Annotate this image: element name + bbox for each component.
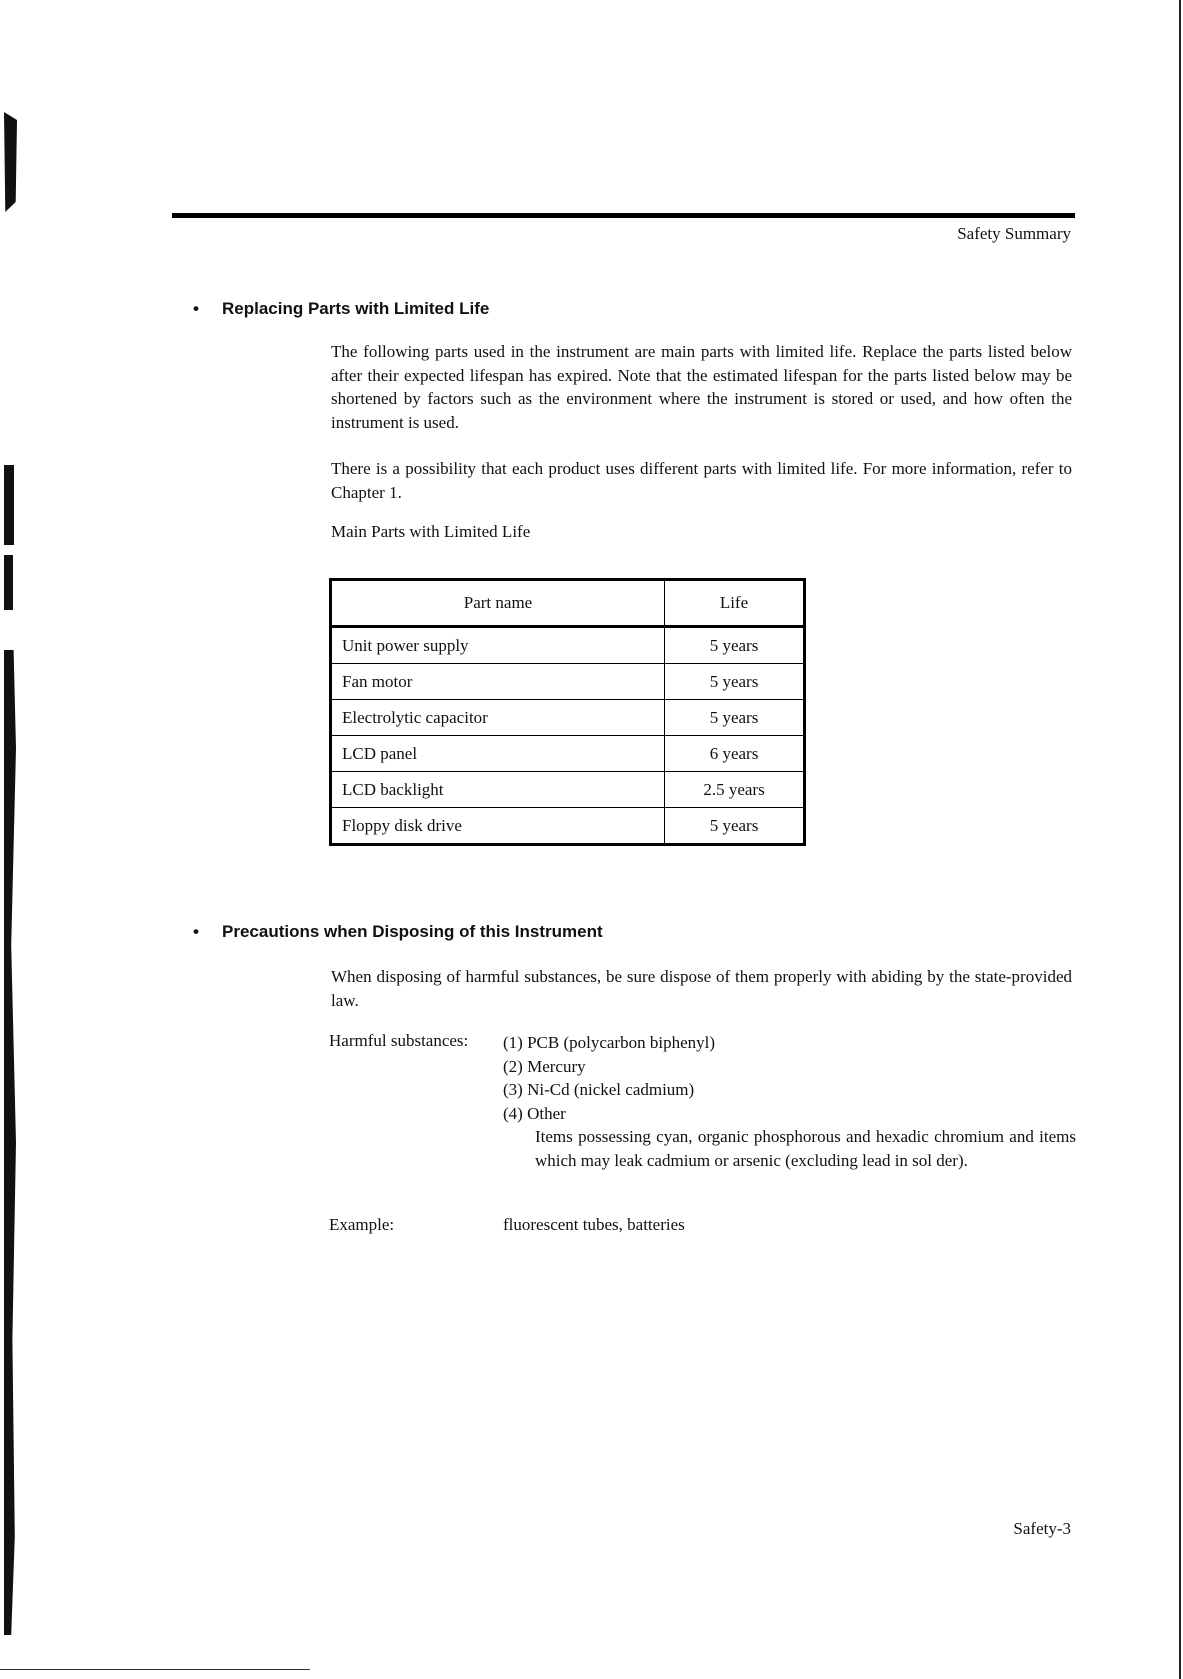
- section-title: Precautions when Disposing of this Instrument: [222, 922, 603, 941]
- scan-edge-mark: [4, 555, 13, 610]
- scan-edge-mark: [4, 650, 16, 1635]
- harmful-substances-label: Harmful substances:: [329, 1031, 469, 1050]
- scan-bottom-edge: [0, 1669, 310, 1670]
- life-cell: 5 years: [665, 700, 805, 736]
- intro-paragraph: The following parts used in the instrument are main parts with limited life. Replace the parts listed below after their expected lifespan has expired. Note that the estimated lifespan for the parts listed below may be shortened by factors such as the environment where the instrument is stored or used, and how often the instrument is used.: [331, 342, 1072, 432]
- bullet: •: [193, 299, 199, 318]
- table-row: [331, 772, 805, 808]
- scan-edge-mark: [4, 465, 14, 545]
- list-item: (4) Other: [503, 1103, 566, 1123]
- scan-edge-mark: [4, 112, 17, 212]
- list-item: (2) Mercury: [503, 1056, 586, 1076]
- table-caption: Main Parts with Limited Life: [331, 522, 531, 541]
- list-item: (3) Ni-Cd (nickel cadmium): [503, 1080, 695, 1099]
- section-heading-disposal: [193, 922, 603, 942]
- life-cell: 5 years: [665, 664, 805, 700]
- part-name-cell: LCD backlight: [331, 772, 665, 808]
- table-row: [331, 700, 805, 736]
- part-name-cell: Electrolytic capacitor: [331, 700, 665, 736]
- example-value: fluorescent tubes, batteries: [503, 1215, 685, 1234]
- running-header: Safety Summary: [957, 224, 1071, 243]
- table-row: [331, 627, 805, 664]
- example-label: Example:: [329, 1215, 395, 1234]
- part-name-cell: LCD panel: [331, 736, 665, 772]
- section-title: Replacing Parts with Limited Life: [222, 299, 490, 318]
- section-heading-replacing-parts: [193, 299, 489, 319]
- part-name-cell: Unit power supply: [331, 627, 665, 664]
- bullet: •: [193, 922, 199, 941]
- scan-right-edge: [1179, 0, 1181, 1679]
- part-name-cell: Floppy disk drive: [331, 808, 665, 845]
- list-item: (1) PCB (polycarbon biphenyl): [503, 1033, 715, 1052]
- header-rule: [172, 213, 1075, 218]
- life-cell: 2.5 years: [665, 772, 805, 808]
- more-info-paragraph: There is a possibility that each product uses different parts with limited life. For more information, refer to Chapter 1.: [331, 459, 1072, 502]
- disposal-paragraph: When disposing of harmful substances, be sure dispose of them properly with abiding by the state-provided law.: [331, 967, 1072, 1010]
- table-row: [331, 664, 805, 700]
- table-row: [331, 808, 805, 845]
- table-header-row: [331, 580, 805, 627]
- limited-life-parts-table: [329, 578, 806, 846]
- life-cell: 5 years: [665, 808, 805, 845]
- other-substances-note: Items possessing cyan, organic phosphorous and hexadic chromium and items which may leak cadmium or arsenic (excluding lead in sol der).: [535, 1127, 1076, 1170]
- harmful-substances-list: [503, 1031, 1076, 1172]
- life-cell: 5 years: [665, 627, 805, 664]
- page-number: Safety-3: [1013, 1519, 1071, 1538]
- column-header-part-name: Part name: [331, 580, 665, 627]
- column-header-life: Life: [665, 580, 805, 627]
- life-cell: 6 years: [665, 736, 805, 772]
- part-name-cell: Fan motor: [331, 664, 665, 700]
- table-row: [331, 736, 805, 772]
